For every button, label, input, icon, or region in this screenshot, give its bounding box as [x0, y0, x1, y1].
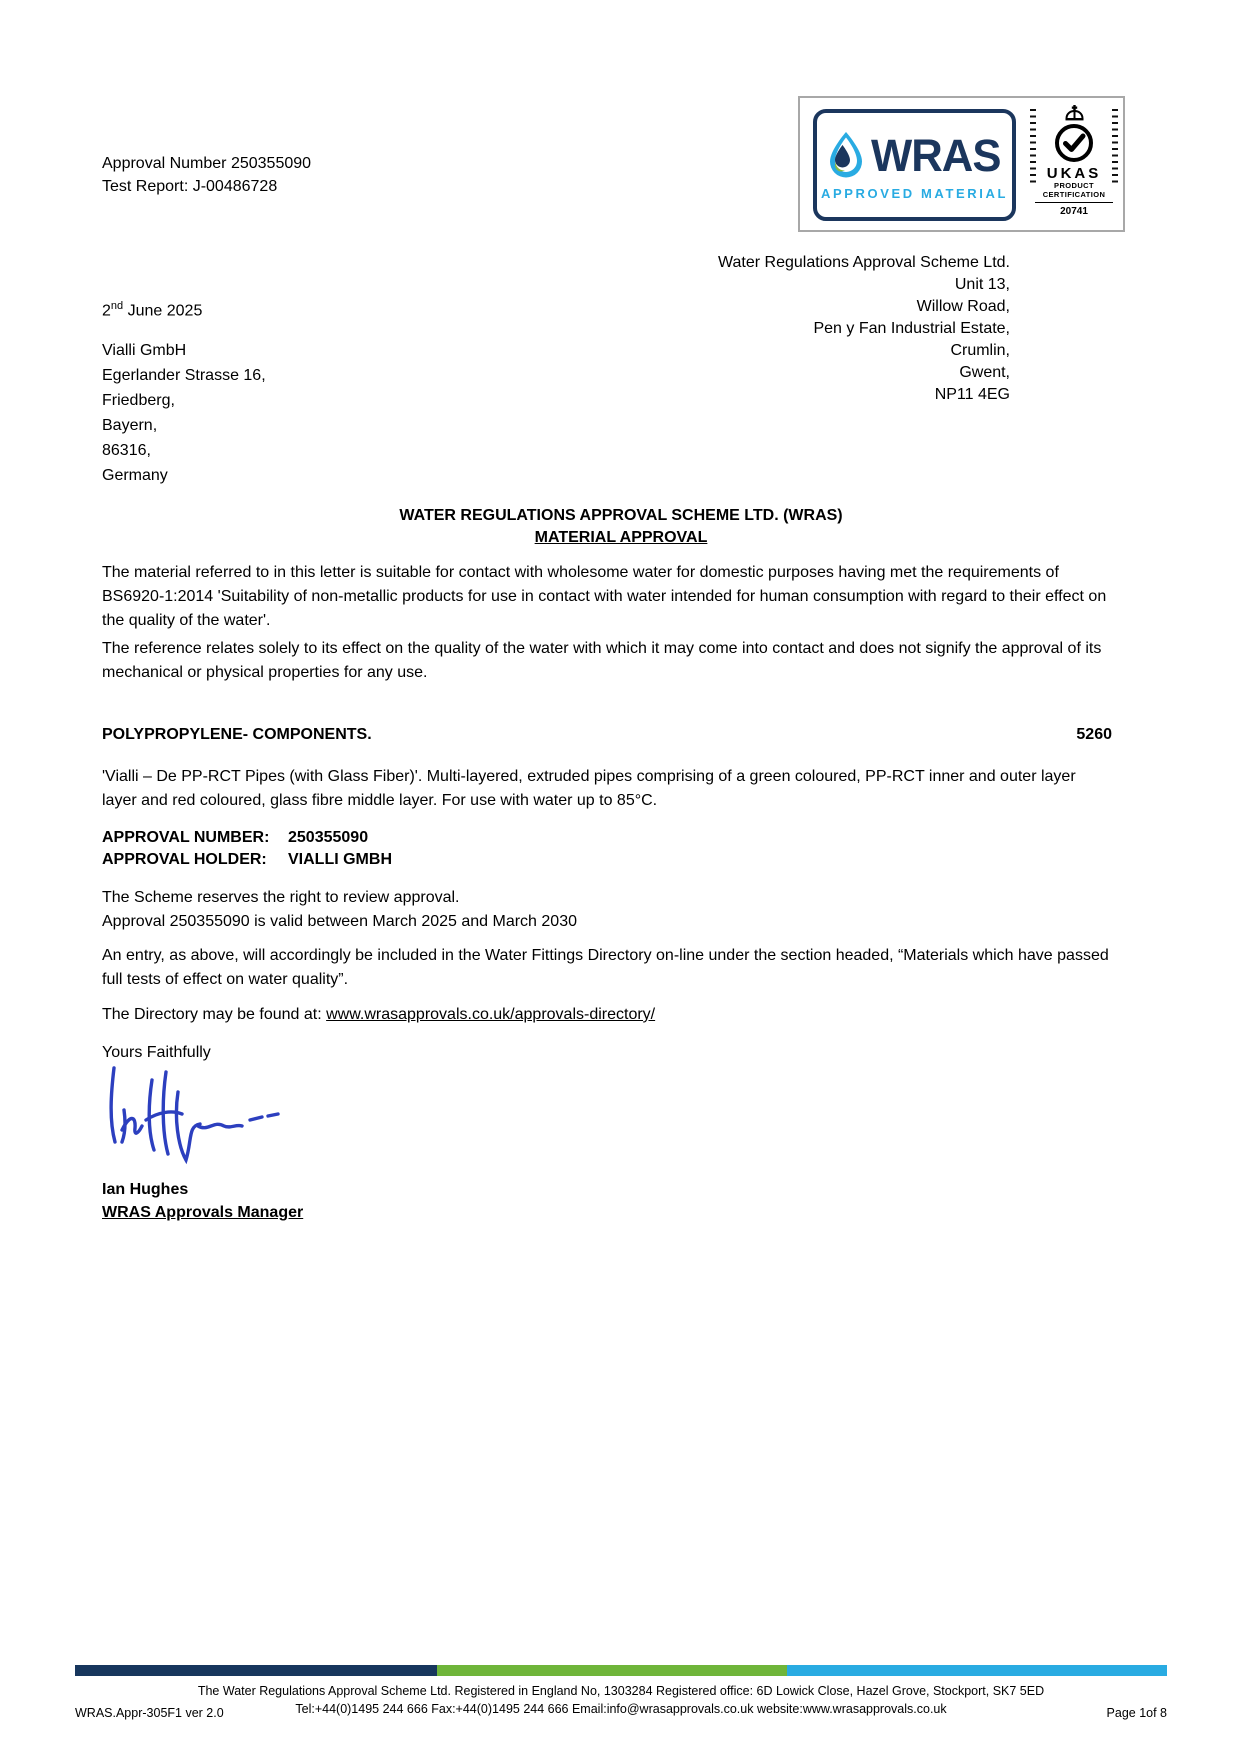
- ukas-certification-mark: [1029, 105, 1119, 227]
- sender-address-line: Gwent,: [959, 364, 1010, 381]
- approved-material-label: APPROVED MATERIAL: [821, 185, 1008, 201]
- sender-address-line: Willow Road,: [916, 298, 1010, 315]
- sender-address: [718, 252, 1010, 406]
- approval-holder-label: APPROVAL HOLDER:: [102, 851, 267, 868]
- approval-number-row: [102, 827, 1112, 849]
- footer-bar-blue-segment: [787, 1665, 1167, 1676]
- ukas-ruler-left-icon: [1030, 109, 1036, 187]
- wras-ukas-logo: [798, 96, 1125, 232]
- recipient-address-line: Bayern,: [102, 417, 158, 434]
- wras-approved-material-badge: [813, 109, 1016, 221]
- paragraph-validity: Approval 250355090 is valid between March 2025 and March 2030: [102, 913, 577, 930]
- date-month-year: June 2025: [123, 302, 203, 320]
- ukas-certification-label: CERTIFICATION: [1042, 189, 1106, 199]
- ukas-divider: [1035, 202, 1113, 203]
- footer-color-bar: [75, 1665, 1167, 1676]
- recipient-address-line: 86316,: [102, 442, 151, 459]
- material-section-heading: POLYPROPYLENE- COMPONENTS.: [102, 726, 372, 743]
- signatory-role: WRAS Approvals Manager: [102, 1204, 304, 1221]
- paragraph-product-description: 'Vialli – De PP-RCT Pipes (with Glass Fiber)'. Multi-layered, extruded pipes comprising of a green coloured, PP-RCT inner and outer layer layer and red coloured, glass fibre middle layer. For use with water up to 85°C.: [102, 768, 1076, 809]
- directory-line: [102, 1003, 1112, 1027]
- recipient-address-line: Friedberg,: [102, 392, 175, 409]
- ukas-wordmark: UKAS: [1046, 165, 1102, 182]
- signatory-block: [102, 1178, 303, 1224]
- footer-doc-ref: WRAS.Appr-305F1 ver 2.0: [75, 1706, 224, 1720]
- directory-text: The Directory may be found at:: [102, 1006, 327, 1023]
- ukas-ruler-right-icon: [1112, 109, 1118, 187]
- footer-bar-navy-segment: [75, 1665, 437, 1676]
- ukas-number: 20741: [1060, 206, 1088, 217]
- signatory-name: Ian Hughes: [102, 1181, 189, 1198]
- approval-number-line: Approval Number 250355090: [102, 155, 312, 172]
- test-report-line: Test Report: J-00486728: [102, 178, 278, 195]
- footer-page-number: Page 1of 8: [1106, 1706, 1167, 1720]
- paragraph-reference: The reference relates solely to its effect on the quality of the water with which it may come into contact and does not signify the approval of its mechanical or physical properties for any use.: [102, 640, 1102, 681]
- sender-address-line: Pen y Fan Industrial Estate,: [813, 320, 1010, 337]
- sender-address-line: Unit 13,: [954, 276, 1010, 293]
- wras-wordmark: WRAS: [871, 130, 1001, 181]
- sender-address-line: Crumlin,: [950, 342, 1010, 359]
- footer-company-line: The Water Regulations Approval Scheme Ltd. Registered in England No, 1303284 Registered office: 6D Lowick Close, Hazel Grove, Stockport, SK7 5ED: [197, 1684, 1045, 1698]
- paragraph-directory-entry: An entry, as above, will accordingly be included in the Water Fittings Directory on-line under the section headed, “Materials which have passed full tests of effect on water quality”.: [102, 947, 1109, 988]
- reference-block: [102, 152, 311, 198]
- letter-title-line1: WATER REGULATIONS APPROVAL SCHEME LTD. (WRAS): [399, 507, 843, 524]
- material-section-row: [102, 723, 1112, 747]
- approval-number-value: 250355090: [288, 829, 369, 846]
- ukas-product-label: PRODUCT: [1054, 181, 1094, 190]
- sender-address-line: Water Regulations Approval Scheme Ltd.: [717, 254, 1010, 271]
- approval-holder-value: VIALLI GMBH: [288, 851, 392, 868]
- material-section-code: 5260: [1076, 726, 1112, 743]
- approval-holder-row: [102, 849, 1112, 871]
- footer-contact-line: Tel:+44(0)1495 244 666 Fax:+44(0)1495 244 666 Email:info@wrasapprovals.co.uk website:www.wrasapprovals.co.uk: [295, 1702, 947, 1716]
- signature-image: [100, 1058, 305, 1175]
- approval-number-label: APPROVAL NUMBER:: [102, 829, 270, 846]
- recipient-address-line: Egerlander Strasse 16,: [102, 367, 266, 384]
- water-drop-icon: [826, 130, 866, 183]
- letter-date: [102, 300, 202, 320]
- approval-details: [102, 827, 1112, 871]
- closing-line: Yours Faithfully: [102, 1044, 211, 1061]
- recipient-address-line: Vialli GmbH: [102, 342, 187, 359]
- paragraph-suitability: The material referred to in this letter is suitable for contact with wholesome water for domestic purposes having met the requirements of BS6920-1:2014 'Suitability of non-metallic products for use in contact with water intended for human consumption with regard to their effect on the quality of the water'.: [102, 564, 1107, 629]
- date-day: 2: [102, 302, 111, 320]
- footer-bar-green-segment: [437, 1665, 787, 1676]
- paragraph-review: The Scheme reserves the right to review approval.: [102, 889, 460, 906]
- crown-icon: [1029, 105, 1119, 121]
- check-circle-icon: [1029, 122, 1119, 164]
- letter-title-line2: MATERIAL APPROVAL: [534, 529, 708, 546]
- date-ordinal-suffix: nd: [110, 300, 124, 312]
- recipient-address: [102, 338, 266, 488]
- sender-address-line: NP11 4EG: [934, 386, 1010, 403]
- directory-link[interactable]: www.wrasapprovals.co.uk/approvals-directory/: [326, 1006, 656, 1023]
- recipient-address-line: Germany: [102, 467, 168, 484]
